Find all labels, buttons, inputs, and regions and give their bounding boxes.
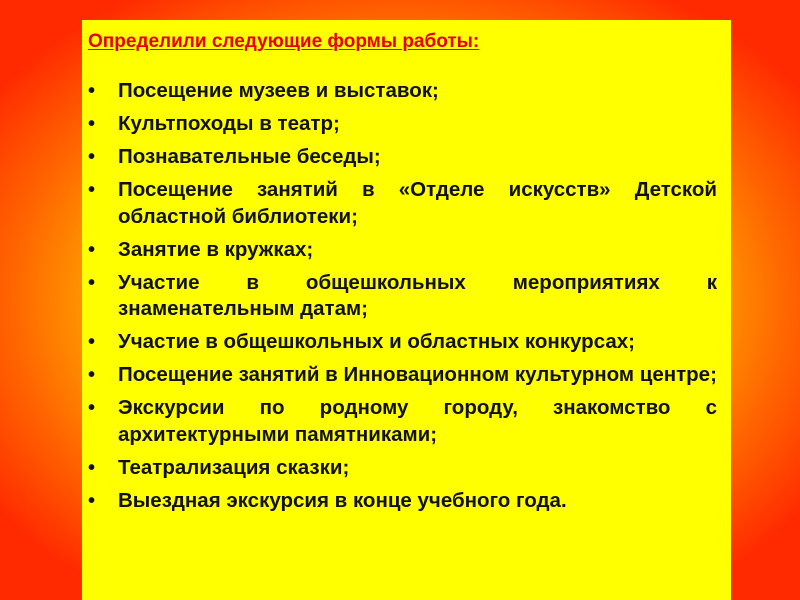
bullet-icon: • <box>88 364 96 386</box>
bullet-icon: • <box>88 179 96 201</box>
bullet-icon: • <box>88 331 96 353</box>
bullet-icon: • <box>88 238 96 261</box>
bullet-icon: • <box>88 489 96 512</box>
list-item-text: Участие в общешкольных мероприятиях к знаменательным датам; <box>118 270 717 320</box>
work-forms-list <box>88 78 717 514</box>
list-item-text: Посещение занятий в Инновационном культурном центре; <box>118 363 717 386</box>
content-panel <box>82 20 731 600</box>
list-item <box>88 111 717 138</box>
bullet-icon: • <box>88 271 96 294</box>
list-item <box>88 329 717 356</box>
list-item-text: Посещение музеев и выставок; <box>118 79 439 102</box>
bullet-icon: • <box>88 397 96 419</box>
list-item <box>88 237 717 264</box>
list-item <box>88 455 717 482</box>
bullet-icon: • <box>88 456 96 479</box>
list-item <box>88 488 717 515</box>
list-item <box>88 270 717 323</box>
list-item-text: Занятие в кружках; <box>118 237 314 261</box>
list-item-text: Познавательные беседы; <box>118 145 381 168</box>
list-item-text: Экскурсии по родному городу, знакомство с архитектурными памятниками; <box>118 396 717 446</box>
list-item <box>88 395 717 448</box>
bullet-icon: • <box>88 146 96 168</box>
bullet-icon: • <box>88 113 96 135</box>
list-item-text: Посещение занятий в «Отделе искусств» Детской областной библиотеки; <box>118 178 717 228</box>
slide-heading: Определили следующие формы работы: <box>88 31 480 52</box>
list-item <box>88 78 717 105</box>
bullet-icon: • <box>88 80 96 102</box>
list-item <box>88 362 717 389</box>
list-item <box>88 144 717 171</box>
list-item-text: Театрализация сказки; <box>118 455 350 479</box>
list-item-text: Участие в общешкольных и областных конкурсах; <box>118 330 635 353</box>
list-item-text: Культпоходы в театр; <box>118 112 340 135</box>
list-item-text: Выездная экскурсия в конце учебного года. <box>118 488 567 512</box>
list-item <box>88 177 717 230</box>
